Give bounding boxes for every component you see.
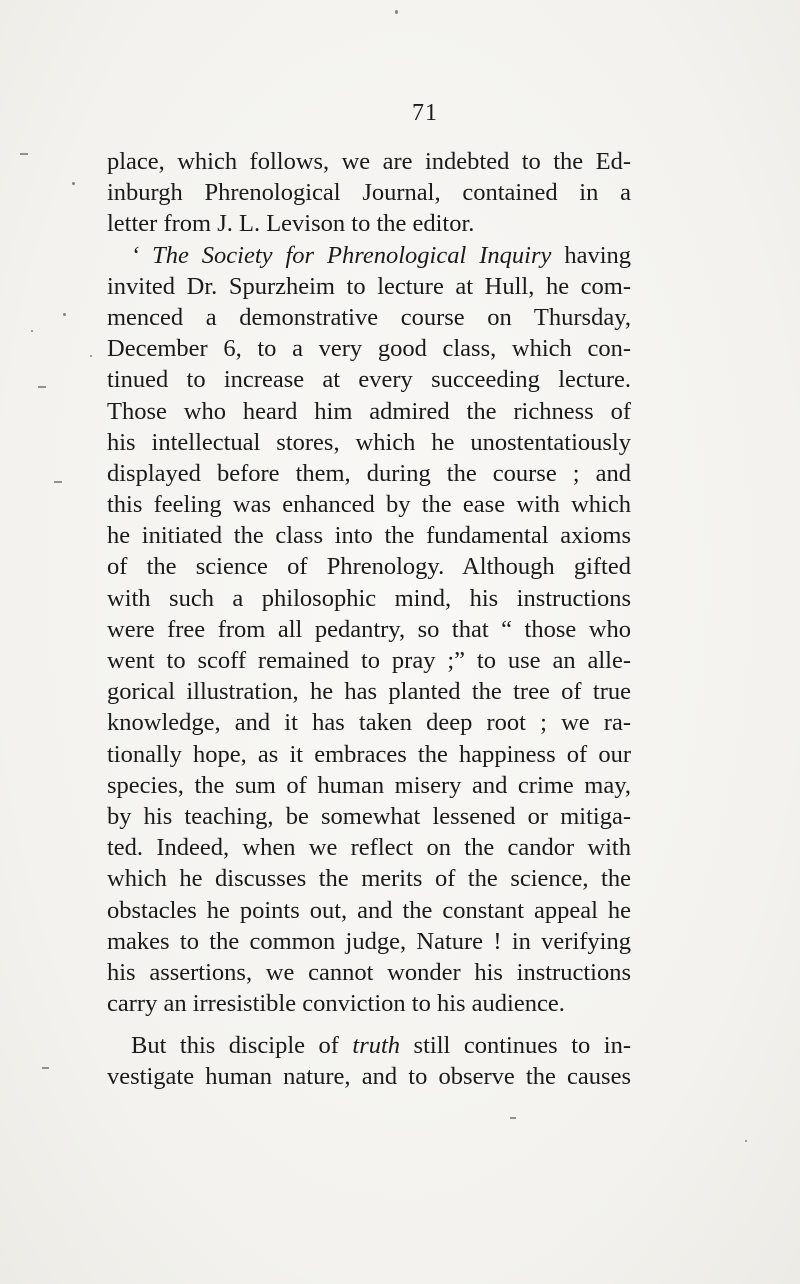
- text-line: inburgh Phrenological Journal, contained in a: [107, 179, 631, 207]
- text-line: menced a demonstrative course on Thursday,: [107, 303, 631, 331]
- text-segment: still continues to in-: [400, 1032, 631, 1060]
- text-line: tionally hope, as it embraces the happiness of our: [107, 740, 631, 768]
- scan-speck: [90, 355, 92, 357]
- scan-mark: [42, 1067, 49, 1069]
- text-line: his assertions, we cannot wonder his instructions: [107, 958, 631, 986]
- scan-speck: [31, 330, 33, 332]
- text-line: he initiated the class into the fundamental axioms: [107, 522, 631, 550]
- body-text: [107, 146, 631, 1093]
- text-line: which he discusses the merits of the science, the: [107, 865, 631, 893]
- text-line: gorical illustration, he has planted the tree of true: [107, 678, 631, 706]
- scan-speck: [745, 1140, 747, 1142]
- text-line: with such a philosophic mind, his instructions: [107, 584, 631, 612]
- text-line: makes to the common judge, Nature ! in verifying: [107, 927, 631, 955]
- scan-speck: [72, 182, 75, 185]
- text-line: his intellectual stores, which he unostentatiously: [107, 428, 631, 456]
- text-line: vestigate human nature, and to observe the causes: [107, 1063, 631, 1091]
- scan-mark: [20, 153, 28, 155]
- text-line: by his teaching, be somewhat lessened or mitiga-: [107, 802, 631, 830]
- text-line: [107, 1030, 631, 1061]
- text-line: went to scoff remained to pray ;” to use an alle-: [107, 647, 631, 674]
- text-line: [107, 240, 631, 271]
- text-line: species, the sum of human misery and crime may,: [107, 771, 631, 799]
- text-line: of the science of Phrenology. Although gifted: [107, 553, 631, 581]
- text-line: ted. Indeed, when we reflect on the candor with: [107, 834, 631, 862]
- italic-text: ‘ The Society for Phrenological Inquiry: [131, 241, 552, 269]
- scan-speck: [395, 10, 398, 14]
- text-segment: having: [551, 241, 632, 269]
- scan-mark: [510, 1117, 516, 1119]
- italic-text: truth: [352, 1032, 401, 1060]
- text-line: were free from all pedantry, so that “ those who: [107, 615, 631, 643]
- text-line: obstacles he points out, and the constant appeal he: [107, 896, 631, 924]
- text-line: invited Dr. Spurzheim to lecture at Hull, he com-: [107, 272, 631, 300]
- text-line: this feeling was enhanced by the ease with which: [107, 491, 631, 519]
- text-line: place, which follows, we are indebted to the Ed-: [107, 148, 631, 175]
- text-line: letter from J. L. Levison to the editor.: [107, 210, 475, 238]
- text-line: knowledge, and it has taken deep root ; we ra-: [107, 709, 631, 737]
- scan-speck: [63, 313, 66, 316]
- scan-mark: [54, 481, 62, 483]
- text-segment: But this disciple of: [131, 1032, 353, 1060]
- text-line: displayed before them, during the course ; and: [107, 459, 631, 487]
- text-line: December 6, to a very good class, which con-: [107, 335, 631, 363]
- scan-mark: [38, 386, 46, 388]
- page-number: 71: [412, 100, 438, 126]
- text-line: Those who heard him admired the richness of: [107, 397, 631, 425]
- text-line: tinued to increase at every succeeding lecture.: [107, 366, 631, 394]
- text-line: carry an irresistible conviction to his audience.: [107, 990, 565, 1018]
